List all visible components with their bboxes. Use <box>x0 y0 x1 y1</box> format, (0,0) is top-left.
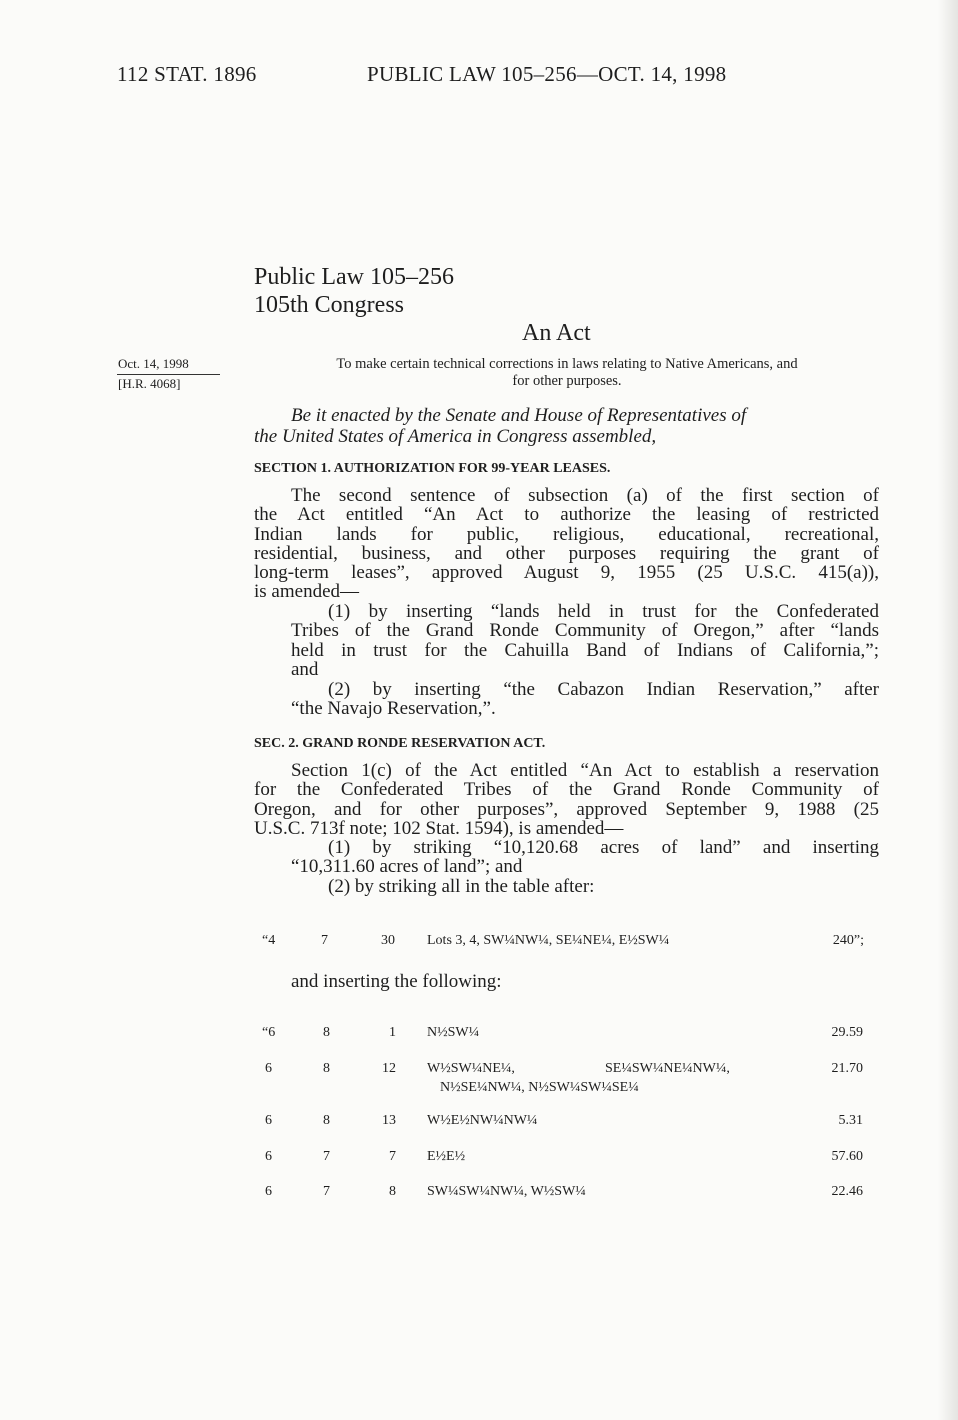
section-1-body <box>254 486 879 602</box>
township-cell: 6 <box>265 1113 272 1128</box>
inserting-text: and inserting the following: <box>291 971 502 992</box>
text-line: (2) by striking all in the table after: <box>328 876 595 897</box>
description-cell: SE¼SW¼NE¼NW¼, <box>605 1061 730 1076</box>
township-cell: 6 <box>265 1061 272 1076</box>
section-cell: 12 <box>382 1061 396 1076</box>
text-line: held in trust for the Cahuilla Band of Indians of California,”; <box>291 639 879 661</box>
page-edge-shadow <box>938 0 958 1420</box>
law-number: Public Law 105–256 <box>254 264 454 290</box>
text-line: Oregon, and for other purposes”, approved September 9, 1988 (25 <box>254 798 879 820</box>
section-cell: 8 <box>389 1184 396 1199</box>
page-reference: 112 STAT. 1896 <box>117 62 257 86</box>
purpose-line: for other purposes. <box>512 373 622 389</box>
range-cell: 7 <box>323 1184 330 1199</box>
purpose-line: To make certain technical corrections in laws relating to Native Americans, and <box>336 356 798 372</box>
acres-cell: 22.46 <box>831 1184 863 1199</box>
running-title: PUBLIC LAW 105–256—OCT. 14, 1998 <box>367 62 727 86</box>
act-label: An Act <box>522 320 591 346</box>
margin-bill-number: [H.R. 4068] <box>118 376 181 391</box>
description-cell: N½SE¼NW¼, N½SW¼SW¼SE¼ <box>440 1080 639 1095</box>
range-cell: 7 <box>323 1149 330 1164</box>
text-line: Tribes of the Grand Ronde Community of Oregon,” after “lands <box>291 620 879 642</box>
acres-cell: 240”; <box>832 933 864 948</box>
margin-date: Oct. 14, 1998 <box>118 356 189 371</box>
section-2-item-2 <box>328 877 878 896</box>
section-1-item-1 <box>291 602 879 679</box>
description-cell: E½E½ <box>427 1149 466 1164</box>
section-2-heading: SEC. 2. GRAND RONDE RESERVATION ACT. <box>254 736 546 751</box>
township-cell: 6 <box>265 1184 272 1199</box>
section-1-item-2 <box>291 680 879 719</box>
enacting-clause <box>254 405 880 447</box>
section-cell: 7 <box>389 1149 396 1164</box>
text-line: is amended— <box>254 581 360 603</box>
act-purpose <box>262 356 872 390</box>
range-cell: 8 <box>323 1113 330 1128</box>
acres-cell: 21.70 <box>831 1061 863 1076</box>
text-line: “the Navajo Reservation,”. <box>291 698 496 720</box>
section-2-body <box>254 761 879 838</box>
text-line: residential, business, and other purposes requiring the grant of <box>254 542 879 564</box>
description-cell: W½SW¼NE¼, <box>427 1061 515 1076</box>
description-cell: N½SW¼ <box>427 1025 480 1040</box>
text-line: (2) by inserting “the Cabazon Indian Reservation,” after <box>328 679 879 700</box>
range-cell: 8 <box>323 1061 330 1076</box>
text-line: “10,311.60 acres of land”; and <box>291 856 523 878</box>
acres-cell: 29.59 <box>831 1025 863 1040</box>
text-line: The second sentence of subsection (a) of the first section of <box>291 485 879 506</box>
text-line: (1) by inserting “lands held in trust for the Confederated <box>328 601 879 622</box>
acres-cell: 5.31 <box>838 1113 863 1128</box>
text-line: for the Confederated Tribes of the Grand Ronde Community of <box>254 779 879 801</box>
text-line: (1) by striking “10,120.68 acres of land” and inserting <box>328 837 879 858</box>
section-2-item-1 <box>291 838 879 877</box>
text-line: U.S.C. 713f note; 102 Stat. 1594), is amended— <box>254 817 624 839</box>
text-line: Indian lands for public, religious, educational, recreational, <box>254 523 879 545</box>
township-cell: 6 <box>265 1149 272 1164</box>
section-cell: 30 <box>381 933 395 948</box>
section-cell: 13 <box>382 1113 396 1128</box>
description-cell: Lots 3, 4, SW¼NW¼, SE¼NE¼, E½SW¼ <box>427 933 670 948</box>
description-cell: W½E½NW¼NW¼ <box>427 1113 538 1128</box>
congress-number: 105th Congress <box>254 292 404 318</box>
acres-cell: 57.60 <box>831 1149 863 1164</box>
margin-divider <box>117 374 220 375</box>
township-cell: “6 <box>262 1025 276 1040</box>
text-line: and <box>291 658 319 680</box>
section-cell: 1 <box>389 1025 396 1040</box>
township-cell: “4 <box>262 933 276 948</box>
text-line: Section 1(c) of the Act entitled “An Act to establish a reservation <box>291 760 879 781</box>
description-cell: SW¼SW¼NW¼, W½SW¼ <box>427 1184 586 1199</box>
text-line: the Act entitled “An Act to authorize the leasing of restricted <box>254 504 879 526</box>
range-cell: 8 <box>323 1025 330 1040</box>
range-cell: 7 <box>321 933 328 948</box>
enacting-line: Be it enacted by the Senate and House of Representatives of <box>291 405 747 426</box>
text-line: long-term leases”, approved August 9, 1955 (25 U.S.C. 415(a)), <box>254 562 879 584</box>
enacting-line: the United States of America in Congress assembled, <box>254 426 657 447</box>
section-1-heading: SECTION 1. AUTHORIZATION FOR 99-YEAR LEASES. <box>254 461 611 476</box>
